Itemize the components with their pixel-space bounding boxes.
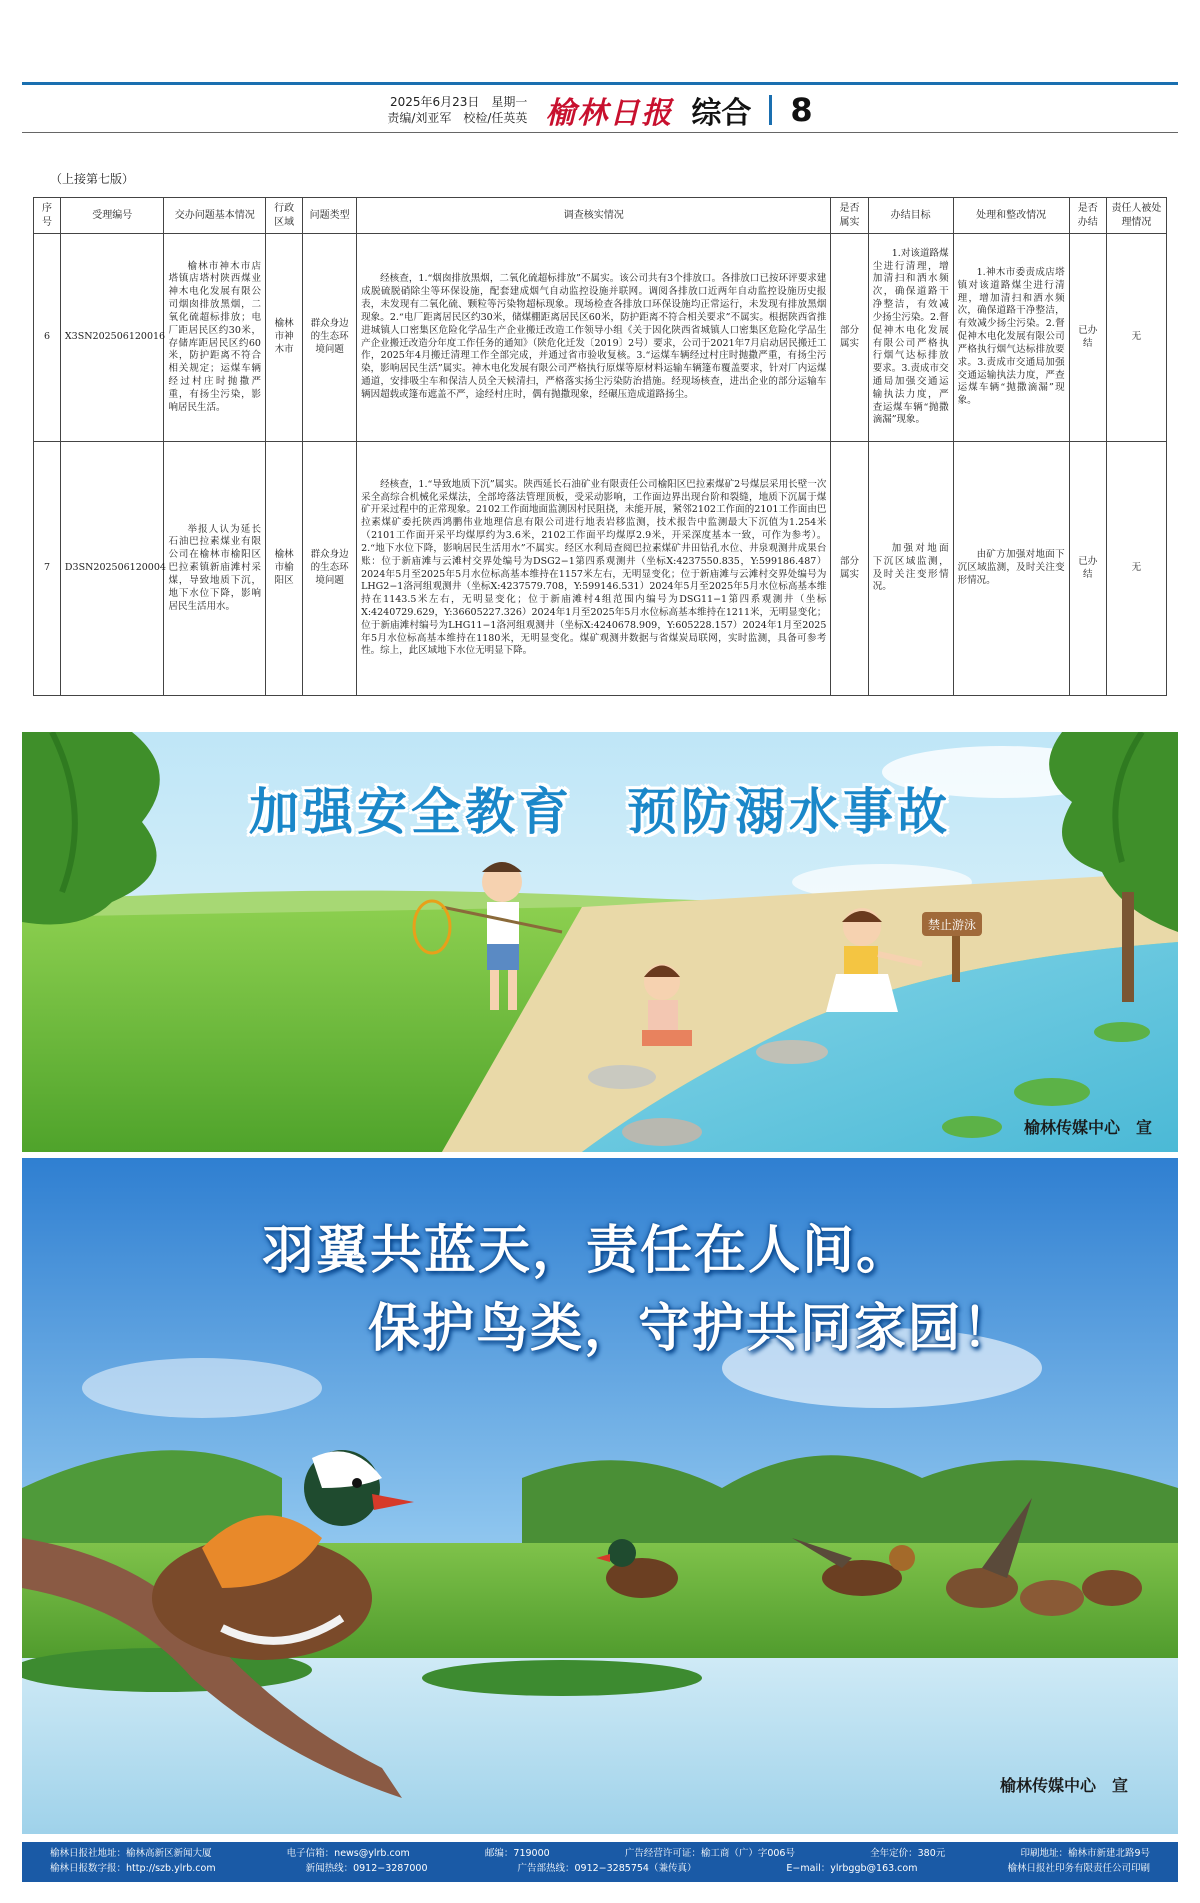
col-header: 是否属实 — [831, 198, 868, 234]
cell-region: 榆林市神木市 — [265, 234, 302, 442]
footer-printer: 榆林日报社印务有限责任公司印刷 — [1007, 1863, 1150, 1874]
footer-ad-email: E−mail：ylrbggb@163.com — [786, 1863, 918, 1874]
inspection-table — [33, 197, 1167, 696]
cell-id: X3SN202506120016 — [60, 234, 164, 442]
cell-goal — [868, 234, 953, 442]
issue-date: 2025年6月23日 星期一 — [389, 95, 528, 109]
continued-note: （上接第七版） — [50, 172, 135, 186]
newspaper-logo: 榆林日报 — [545, 96, 674, 131]
cell-type: 群众身边的生态环境问题 — [303, 234, 357, 442]
col-header: 办结目标 — [868, 198, 953, 234]
cell-done: 已办结 — [1069, 234, 1106, 442]
cell-investigation — [357, 442, 831, 696]
cell-no: 6 — [34, 234, 61, 442]
footer-hotline: 新闻热线：0912−3287000 — [305, 1863, 428, 1874]
bird-protection-poster — [22, 1158, 1178, 1834]
cell-true: 部分属实 — [831, 234, 868, 442]
issue-text: 举报人认为延长石油巴拉素煤业有限公司在榆林市榆阳区巴拉素镇新庙滩村采煤，导致地质下沉，地下水位下降，影响居民生活用水。 — [168, 523, 261, 612]
goal-text: 1.对该道路煤尘进行清理，增加清扫和洒水频次，确保道路干净整洁，有效减少扬尘污染。2.督促神木电化发展有限公司严格执行烟气达标排放要求。3.责成市交通局加强交通运输执法力度，严查运煤车辆“抛撒滴漏”现象。 — [872, 247, 949, 426]
cell-handling — [953, 442, 1069, 696]
col-header: 序号 — [34, 198, 61, 234]
footer-ad-hotline: 广告部热线：0912−3285754（兼传真） — [517, 1863, 697, 1874]
cell-no: 7 — [34, 442, 61, 696]
footer-bar — [22, 1842, 1178, 1882]
footer-row — [50, 1846, 1150, 1861]
col-header: 交办问题基本情况 — [164, 198, 265, 234]
issue-text: 榆林市神木市店塔镇店塔村陕西煤业神木电化发展有限公司烟囱排放黑烟，二氧化硫超标排放；电厂距居民区约30米，存储库距居民区约60米，防护距离不符合相关规定；运煤车辆经过村庄时抛撒严重，有扬尘污染，影响居民生活。 — [168, 260, 261, 413]
cell-id: D3SN202506120004 — [60, 442, 164, 696]
header-rule — [22, 132, 1178, 133]
poster1-credit: 榆林传媒中心 宣 — [1023, 1118, 1152, 1137]
col-header: 问题类型 — [303, 198, 357, 234]
col-header: 责任人被处理情况 — [1106, 198, 1166, 234]
cell-goal — [868, 442, 953, 696]
col-header: 调查核实情况 — [357, 198, 831, 234]
footer-license: 广告经营许可证：榆工商（广）字006号 — [624, 1848, 795, 1859]
footer-email: 电子信箱：news@ylrb.com — [286, 1848, 410, 1859]
top-rule — [22, 82, 1178, 85]
cell-done: 已办结 — [1069, 442, 1106, 696]
table-row — [34, 234, 1167, 442]
poster2-line1: 羽翼共蓝天，责任在人间。 — [262, 1221, 911, 1281]
footer-price: 全年定价：380元 — [870, 1848, 946, 1859]
section-divider — [769, 95, 772, 125]
cell-issue — [164, 442, 265, 696]
investigation-text: 经核查，1.“导致地质下沉”属实。陕西延长石油矿业有限责任公司榆阳区巴拉素煤矿2号煤层采用长壁一次采全高综合机械化采煤法，全部垮落法管理顶板，受采动影响，工作面边界出现台阶和裂缝，地质下沉属于煤矿开采过程中的正常现象。2102工作面地面监测因村民阻挠，未能开展，紧邻2102工作面的2101工作面由巴拉素煤矿委托陕西鸿鹏伟业地理信息有限公司进行地表岩移监测，技术报告中监测最大下沉值为1.254米（2101工作面开采平均煤厚约为3.6米，2102工作面平均煤厚2.9米，开采深度基本一致，可作为参考）。2.“地下水位下降，影响居民生活用水”不属实。经区水利局查阅巴拉素煤矿井田钻孔水位、井泉观测井成果台账：位于新庙滩与云滩村交界处编号为DSG2−1第四系观测井（坐标X:4237550.835，Y:599186.487）2024年5月至2025年5月水位标高基本维持在1157米左右，无明显变化；位于新庙滩与云滩村交界处编号为LHG2−1洛河组观测井（坐标X:4237579.708，Y:599146.531）2024年5月至2025年5月水位标高基本维持在1143.5米左右，无明显变化；位于新庙滩村4组范围内编号为DSG11−1第四系观测井（坐标X:4240729.629，Y:36605227.326）2024年1月至2025年5月水位标高基本维持在1211米，无明显变化；位于新庙滩村编号为LHG11−1洛河组观测井（坐标X:4240678.909，Y:605228.157）2024年1月至2025年5月水位标高基本维持在1180米，无明显变化。煤矿观测井数据与省煤炭局联网，实时监测，具备可参考性。综上，此区域地下水位无明显下降。 — [361, 478, 827, 657]
cell-person: 无 — [1106, 442, 1166, 696]
footer-address: 榆林日报社地址：榆林高新区新闻大厦 — [50, 1848, 212, 1859]
cell-issue — [164, 234, 265, 442]
cell-person: 无 — [1106, 234, 1166, 442]
footer-postcode: 邮编：719000 — [484, 1848, 550, 1859]
col-header: 行政区域 — [265, 198, 302, 234]
col-header: 受理编号 — [60, 198, 164, 234]
poster1-title: 加强安全教育 预防溺水事故 — [249, 783, 951, 841]
cell-true: 部分属实 — [831, 442, 868, 696]
drowning-safety-poster — [22, 732, 1178, 1152]
footer-row — [50, 1861, 1150, 1876]
table-row — [34, 442, 1167, 696]
poster2-line2: 保护鸟类，守护共同家园！ — [368, 1299, 1017, 1359]
handling-text: 1.神木市委责成店塔镇对该道路煤尘进行清理，增加清扫和洒水频次，确保道路干净整洁，有效减少扬尘污染。2.督促神木电化发展有限公司严格执行烟气达标排放要求。3.责成市交通局加强交通运输执法力度，严查运煤车辆“抛撒滴漏”现象。 — [957, 267, 1065, 407]
col-header: 处理和整改情况 — [953, 198, 1069, 234]
cell-handling — [953, 234, 1069, 442]
goal-text: 加强对地面下沉区域监测，及时关注变形情况。 — [872, 542, 949, 593]
footer-print-address: 印刷地址：榆林市新建北路9号 — [1020, 1848, 1150, 1859]
sign-text: 禁止游泳 — [927, 918, 977, 932]
page-number: 8 — [790, 91, 813, 129]
masthead-meta — [387, 94, 527, 126]
table-header-row — [34, 198, 1167, 234]
cell-investigation — [357, 234, 831, 442]
col-header: 是否办结 — [1069, 198, 1106, 234]
poster2-credit: 榆林传媒中心 宣 — [999, 1776, 1128, 1795]
masthead — [0, 90, 1200, 130]
editor-line: 责编/刘亚军 校检/任英英 — [387, 111, 528, 125]
footer-digital: 榆林日报数字报：http://szb.ylrb.com — [50, 1863, 216, 1874]
investigation-text: 经核查，1.“烟囱排放黑烟，二氧化硫超标排放”不属实。该公司共有3个排放口。各排放口已按环评要求建成脱硫脱硝除尘等环保设施，配套建成烟气自动监控设施并联网。调阅各排放口近两年自动监控设施历史报表，未发现有二氧化硫、颗粒等污染物超标现象。现场检查各排放口环保设施均正常运行，未发现有排放黑烟现象。2.“电厂距离居民区约30米，储煤棚距离居民区60米，防护距离不符合相关要求”不属实。根据陕西省推进城镇人口密集区危险化学品生产企业搬迁改造工作领导小组《关于因化陕西省城镇人口密集区危险化学品生产企业搬迁改造分年度工作任务的通知》（陕危化迁发〔2019〕2号）要求，公司于2021年7月启动居民搬迁工作，2025年4月搬迁清理工作全部完成，并通过省市验收复核。3.“运煤车辆经过村庄时抛撒严重，有扬尘污染，影响居民生活”属实。神木电化发展有限公司严格执行原煤等原材料运输车辆篷布覆盖要求，针对厂内运煤通道，安排吸尘车和保洁人员全天候清扫，严格落实扬尘污染防治措施。经现场核查，进出企业的部分运输车辆因超载或篷布遮盖不严，途经村庄时，偶有抛撒现象，经碾压造成道路扬尘。 — [361, 273, 827, 400]
section-name: 综合 — [691, 96, 752, 131]
cell-type: 群众身边的生态环境问题 — [303, 442, 357, 696]
cell-region: 榆林市榆阳区 — [265, 442, 302, 696]
handling-text: 由矿方加强对地面下沉区域监测，及时关注变形情况。 — [957, 549, 1065, 586]
